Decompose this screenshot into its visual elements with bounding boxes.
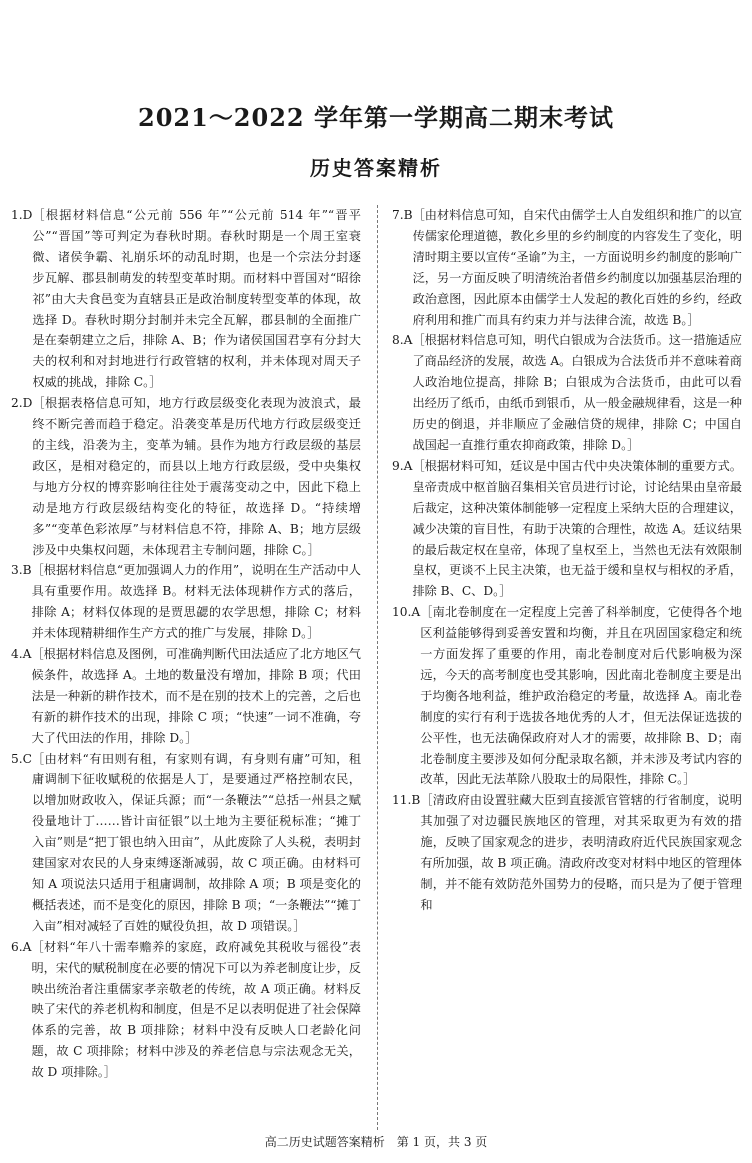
right-column: [392, 205, 742, 916]
answer-explanation: ［根据材料信息及图例，可准确判断代田法适应了北方地区气候条件，故选择 A。土地的数量没有增加，排除 B 项；代田法是一种新的耕作技术，而不是在别的技术上的完善，之后也有新的耕作技术的出现，排除 C 项；“快速”一词不准确，夸大了代田法的作用，排除 D。］: [31, 647, 361, 745]
answer-number: 5.C: [11, 751, 32, 766]
answer-explanation: ［由材料“有田则有租，有家则有调，有身则有庸”可知，租庸调制下征收赋税的依据是人丁，是要通过严格控制农民，以增加财政收入，保证兵源；而“一条鞭法”“总括一州县之赋役量地计丁……皆计亩征银”以土地为主要征税标准；“摊丁入亩”则是“把丁银也纳入田亩”，从此废除了人头税，表明封建国家对农民的人身束缚逐渐减弱，故 C 项正确。由材料可知 A 项说法只适用于租庸调制，故排除 A 项；B 项是变化的概括表述，而不是变化的原因，排除 B 项；“一条鞭法”“摊丁入亩”相对减轻了百姓的赋役负担，故 D 项错误。］: [31, 751, 361, 933]
answer-item-6: [11, 937, 361, 1083]
left-column: [11, 205, 361, 1083]
answer-item-2: [11, 393, 361, 560]
answer-item-4: [11, 644, 361, 749]
answer-explanation: ［南北卷制度在一定程度上完善了科举制度，它使得各个地区利益能够得到妥善安置和均衡，并且在巩固国家稳定和统一方面发挥了重要的作用，南北卷制度对后代影响极为深远，今天的高考制度也受其影响，因此南北卷制度主要是出于均衡各地利益，维护政治稳定的考量，故选择 A。南北卷制度的实行有利于选拔各地优秀的人才，但无法保证选拔的公平性，也无法确保政府对人才的需要，故排除 B、D；南北卷制度主要涉及如何分配录取名额，并未涉及考试内容的改革，因此无法革除八股取士的局限性，排除 C。］: [420, 605, 742, 787]
answer-item-3: [11, 560, 361, 644]
page-footer: 高二历史试题答案精析 第 1 页，共 3 页: [264, 1135, 488, 1149]
answer-explanation: ［根据材料信息“更加强调人力的作用”，说明在生产活动中人具有重要作用。故选择 B。材料无法体现耕作方式的落后，排除 A；材料仅体现的是贾思勰的农学思想，排除 C；材料并未体现精耕细作生产方式的推广与发展，排除 D。］: [31, 563, 361, 641]
column-divider: [377, 205, 378, 1130]
answer-explanation: ［根据材料信息可知，明代白银成为合法货币。这一措施适应了商品经济的发展，故选 A。白银成为合法货币并不意味着商人政治地位提高，排除 B；白银成为合法货币，由此可以看出经历了纸币，由纸币到银币，从一般金融规律看，这是一种历史的倒退，并非顺应了金融信贷的规律，排除 C；中国自战国起一直推行重农抑商政策，排除 D。］: [412, 333, 742, 452]
answer-number: 9.A: [392, 458, 413, 473]
answer-explanation: ［材料“年八十需奉赡养的家庭，政府减免其税收与徭役”表明，宋代的赋税制度在必要的情况下可以为养老制度让步，反映出统治者注重儒家孝亲敬老的传统，故 A 项正确。材料反映了宋代的养老机构和制度，但是不足以表明促进了社会保障体系的完善，故 B 项排除；材料中没有反映人口老龄化问题，故 C 项排除；材料中涉及的养老信息与宗法观念无关，故 D 项排除。］: [31, 939, 361, 1080]
answer-item-1: [11, 205, 361, 393]
answer-subtitle: 历史答案精析: [310, 156, 442, 180]
answer-number: 4.A: [11, 647, 32, 662]
answer-item-7: [392, 205, 742, 330]
answer-explanation: ［根据材料信息“公元前 556 年”“公元前 514 年”“晋平公”“晋国”等可判定为春秋时期。春秋时期是一个周王室衰微、诸侯争霸、礼崩乐坏的动乱时期，也是一个宗法分封逐步瓦解、郡县制萌发的转型变革时期。而材料中晋国对“昭徐祁”由大夫食邑变为直辖县正是政治制度转型变革的体现，故选择 D。春秋时期分封制并未完全瓦解，郡县制的全面推广是在秦朝建立之后，排除 A、B；作为诸侯国国君享有分封大夫的权利和对封地进行行政管辖的权利，并未体现对周天子权威的挑战，排除 C。］: [32, 208, 361, 390]
answer-explanation: ［清政府由设置驻藏大臣到直接派官管辖的行省制度，说明其加强了对边疆民族地区的管理，对其采取更为有效的措施，反映了国家观念的进步，表明清政府近代民族国家观念有所加强，故 B 项正确。清政府改变对材料中地区的管理体制，并不能有效防范外国势力的侵略，而只是为了便于管理和: [420, 793, 742, 912]
answer-item-5: [11, 749, 361, 937]
answer-number: 7.B: [392, 208, 413, 222]
answer-item-9: [392, 456, 742, 602]
answer-explanation: ［由材料信息可知，自宋代由儒学士人自发组织和推广的以宣传儒家伦理道德，教化乡里的乡约制度的内容发生了变化，明清时期主要以宣传“圣谕”为主，一方面说明乡约制度的影响广泛，另一方面反映了明清统治者借乡约制度以加强基层治理的政治意图，因此原本由儒学士人发起的教化百姓的乡约，经政府利用和推广而具有约束力并与法律合流，故选 B。］: [412, 208, 742, 327]
answer-number: 3.B: [11, 563, 32, 578]
answer-item-8: [392, 330, 742, 455]
answer-item-10: [392, 602, 742, 790]
answer-explanation: ［根据材料可知，廷议是中国古代中央决策体制的重要方式。皇帝责成中枢首脑召集相关官员进行讨论，讨论结果由皇帝最后裁定，这种决策体制能够一定程度上采纳大臣的合理建议，减少决策的盲目性，有助于决策的合理性，故选 A。廷议结果的最后裁定权在皇帝，体现了皇权至上，当然也无法有效限制皇权，更谈不上民主决策，也无益于缓和皇权与相权的矛盾，排除 B、C、D。］: [412, 458, 742, 599]
answer-number: 11.B: [392, 793, 421, 808]
answer-number: 8.A: [392, 333, 413, 348]
answer-item-11: [392, 790, 742, 915]
answer-explanation: ［根据表格信息可知，地方行政层级变化表现为波浪式，最终不断完善而趋于稳定。沿袭变革是历代地方行政层级变迁的主线，沿袭为主，变革为辅。县作为地方行政层级的基层政区，是相对稳定的，而县以上地方行政层级，受中央集权与地方分权的博弈影响往往处于震荡变动之中，因此下稳上动是地方行政层级结构变化的特征，故选择 D。“持续增多”“变革色彩浓厚”与材料信息不符，排除 A、B；地方层级涉及中央集权问题，未体现君主专制问题，排除 C。］: [32, 396, 361, 557]
exam-title: 2021～2022 学年第一学期高二期末考试: [138, 103, 614, 132]
answer-number: 1.D: [11, 208, 33, 222]
answer-number: 2.D: [11, 396, 33, 411]
answer-number: 6.A: [11, 939, 32, 954]
answer-number: 10.A: [392, 605, 421, 620]
